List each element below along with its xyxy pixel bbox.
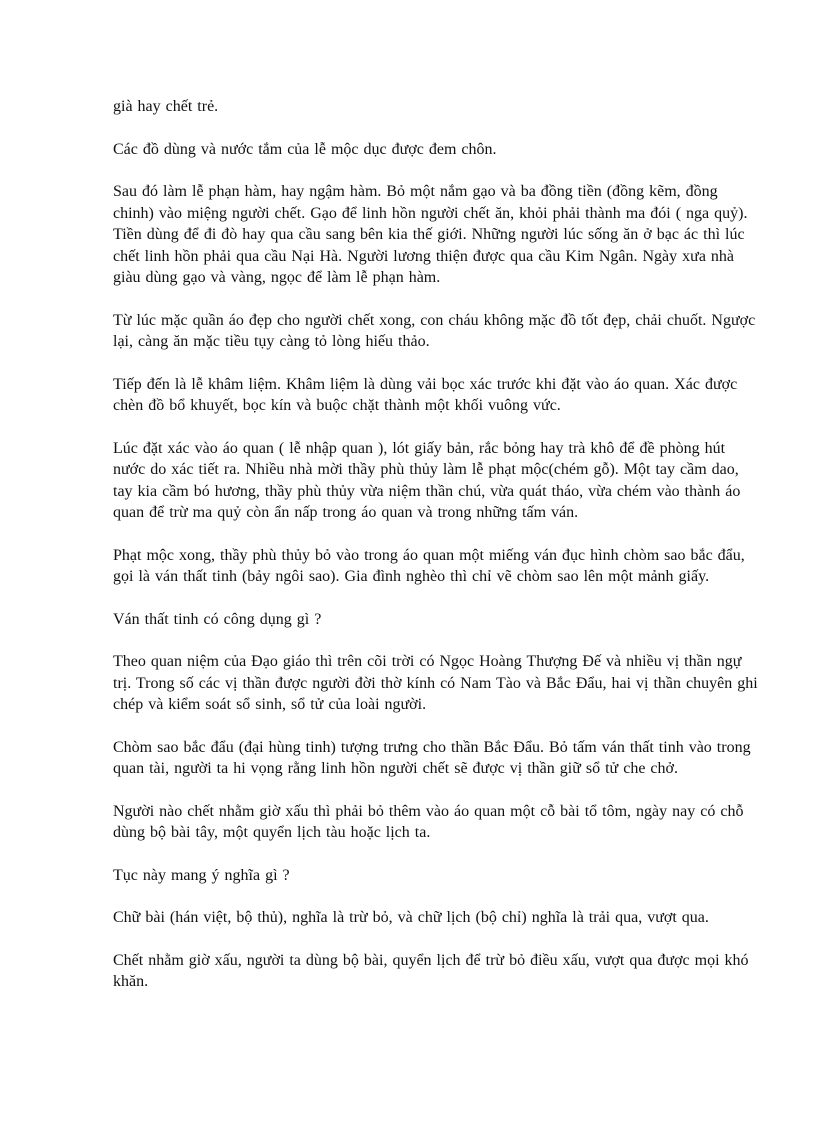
paragraph: Từ lúc mặc quần áo đẹp cho người chết xong, con cháu không mặc đồ tốt đẹp, chải chuốt. Ngược lại, càng ăn mặc tiều tụy càng tỏ lòng hiếu thảo. bbox=[113, 311, 756, 350]
paragraph: Phạt mộc xong, thầy phù thủy bỏ vào trong áo quan một miếng ván đục hình chòm sao bắc đẩu, gọi là ván thất tinh (bảy ngôi sao). Gia đình nghèo thì chỉ vẽ chòm sao lên một mảnh giấy. bbox=[113, 546, 745, 585]
paragraph: Các đồ dùng và nước tắm của lễ mộc dục được đem chôn. bbox=[113, 140, 497, 158]
paragraph: Người nào chết nhằm giờ xấu thì phải bỏ thêm vào áo quan một cỗ bài tổ tôm, ngày nay có chỗ dùng bộ bài tây, một quyển lịch tàu hoặc lịch ta. bbox=[113, 802, 744, 841]
paragraph: già hay chết trẻ. bbox=[113, 98, 219, 115]
question-heading: Ván thất tinh có công dụng gì ? bbox=[113, 610, 322, 628]
paragraph: Sau đó làm lễ phạn hàm, hay ngậm hàm. Bỏ một nắm gạo và ba đồng tiền (đồng kẽm, đồng chinh) vào miệng người chết. Gạo để linh hồn người chết ăn, khỏi phải thành ma đói ( nga quỷ). Tiền dùng để đi đò hay qua cầu sang bên kia thế giới. Những người lúc sống ăn ở bạc ác thì lúc chết linh hồn phải qua cầu Nại Hà. Người lương thiện được qua cầu Kim Ngân. Ngày xưa nhà giàu dùng gạo và vàng, ngọc để làm lễ phạn hàm. bbox=[113, 183, 748, 286]
paragraph: Theo quan niệm của Đạo giáo thì trên cõi trời có Ngọc Hoàng Thượng Đế và nhiều vị thần ngự trị. Trong số các vị thần được người đời thờ kính có Nam Tào và Bắc Đẩu, hai vị thần chuyên ghi chép và kiểm soát sổ sinh, sổ tử của loài người. bbox=[113, 653, 758, 713]
paragraph: Chòm sao bắc đẩu (đại hùng tinh) tượng trưng cho thần Bắc Đẩu. Bỏ tấm ván thất tinh vào trong quan tài, người ta hi vọng rằng linh hồn người chết sẽ được vị thần giữ sổ tử che chở. bbox=[113, 738, 751, 777]
paragraph: Tiếp đến là lễ khâm liệm. Khâm liệm là dùng vải bọc xác trước khi đặt vào áo quan. Xác được chèn đồ bổ khuyết, bọc kín và buộc chặt thành một khối vuông vức. bbox=[113, 375, 738, 414]
paragraph: Chữ bài (hán việt, bộ thủ), nghĩa là trừ bỏ, và chữ lịch (bộ chỉ) nghĩa là trải qua, vượt qua. bbox=[113, 909, 709, 926]
question-heading: Tục này mang ý nghĩa gì ? bbox=[113, 866, 290, 884]
document-page bbox=[113, 96, 758, 1014]
paragraph: Lúc đặt xác vào áo quan ( lễ nhập quan ), lót giấy bản, rắc bỏng hay trà khô để đề phòng hút nước do xác tiết ra. Nhiều nhà mời thầy phù thủy làm lễ phạt mộc(chém gỗ). Một tay cầm dao, tay kia cầm bó hương, thầy phù thủy vừa niệm thần chú, vừa quát tháo, vừa chém vào thành áo quan để trừ ma quỷ còn ẩn nấp trong áo quan và trong những tấm ván. bbox=[113, 439, 741, 521]
paragraph: Chết nhằm giờ xấu, người ta dùng bộ bài, quyển lịch để trừ bỏ điều xấu, vượt qua được mọi khó khăn. bbox=[113, 951, 749, 990]
